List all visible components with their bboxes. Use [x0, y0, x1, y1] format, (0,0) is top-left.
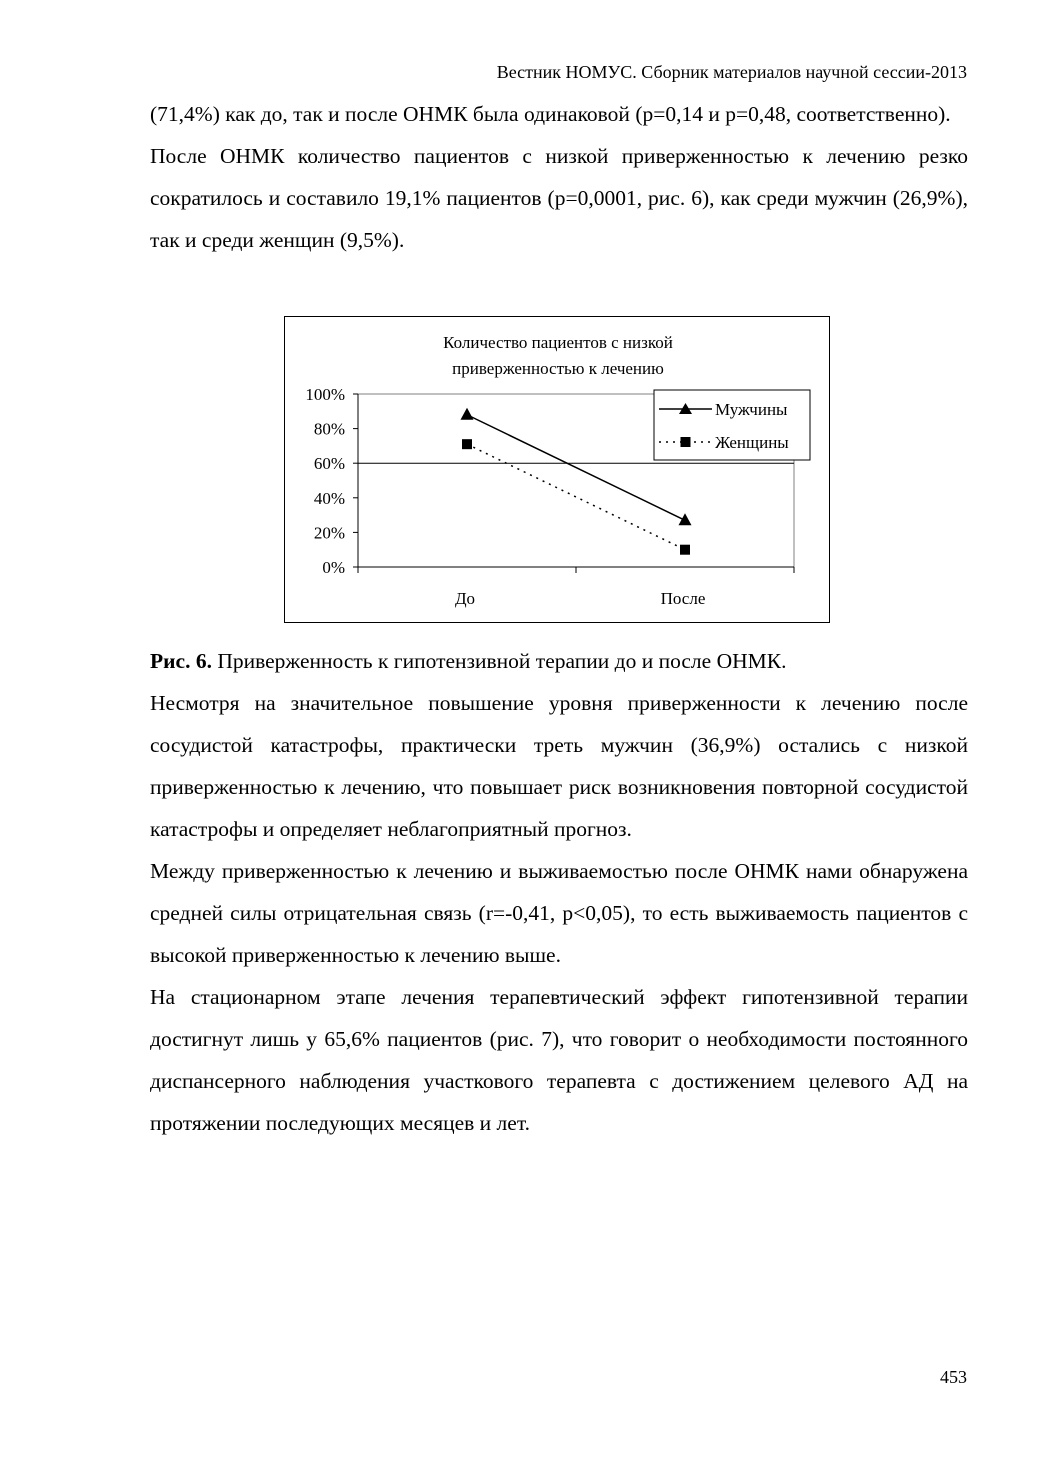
chart-svg: [285, 317, 831, 624]
x-tick-label: После: [660, 589, 706, 608]
y-tick-label: 80%: [313, 419, 345, 439]
legend-square-marker: [681, 437, 691, 447]
page-number: 453: [940, 1367, 967, 1387]
y-tick-group: [305, 385, 358, 577]
figure-caption: [150, 640, 968, 682]
line-chart: [284, 316, 830, 623]
legend-label-women: Женщины: [715, 433, 789, 452]
y-tick-label: 0%: [322, 558, 345, 577]
body-text-bottom: [150, 640, 968, 1144]
x-tick-group: [358, 567, 794, 608]
data-point-triangle: [461, 408, 474, 420]
paragraph: После ОНМК количество пациентов с низкой приверженностью к лечению резко сократилось и составило 19,1% пациентов (p=0,0001, рис. 6), как среди мужчин (26,9%), так и среди женщин (9,5%).: [150, 144, 968, 252]
x-tick-label: До: [454, 589, 476, 608]
paragraph: (71,4%) как до, так и после ОНМК была одинаковой (p=0,14 и p=0,48, соответственно).: [150, 102, 951, 126]
chart-legend: [654, 390, 810, 460]
caption-label: Рис. 6.: [150, 649, 212, 673]
y-tick-label: 100%: [305, 385, 345, 404]
chart-title-line-1: Количество пациентов с низкой: [443, 333, 673, 352]
data-point-square: [462, 439, 472, 449]
paragraph: Между приверженностью к лечению и выживаемостью после ОНМК нами обнаружена средней силы отрицательная связь (r=-0,41, p<0,05), то есть выживаемость пациентов с высокой приверженностью к лечению выше.: [150, 859, 968, 967]
data-point-square: [680, 545, 690, 555]
chart-title-line-2: приверженностью к лечению: [452, 359, 664, 378]
body-text-top: [150, 93, 968, 261]
paragraph: Несмотря на значительное повышение уровня приверженности к лечению после сосудистой катастрофы, практически треть мужчин (36,9%) остались с низкой приверженностью к лечению, что повышает риск возникновения повторной сосудистой катастрофы и определяет неблагоприятный прогноз.: [150, 691, 968, 841]
legend-label-men: Мужчины: [715, 400, 788, 419]
series-line-square: [467, 444, 685, 550]
y-tick-label: 40%: [313, 488, 345, 508]
caption-text: Приверженность к гипотензивной терапии до и после ОНМК.: [211, 649, 787, 673]
series-line-triangle: [467, 415, 685, 521]
journal-header: Вестник НОМУС. Сборник материалов научной сессии-2013: [496, 62, 967, 82]
y-tick-label: 60%: [313, 454, 345, 474]
paragraph: На стационарном этапе лечения терапевтический эффект гипотензивной терапии достигнут лишь у 65,6% пациентов (рис. 7), что говорит о необходимости постоянного диспансерного наблюдения участкового терапевта с достижением целевого АД на протяжении последующих месяцев и лет.: [150, 985, 968, 1135]
y-tick-label: 20%: [313, 523, 345, 543]
data-point-triangle: [679, 513, 692, 525]
